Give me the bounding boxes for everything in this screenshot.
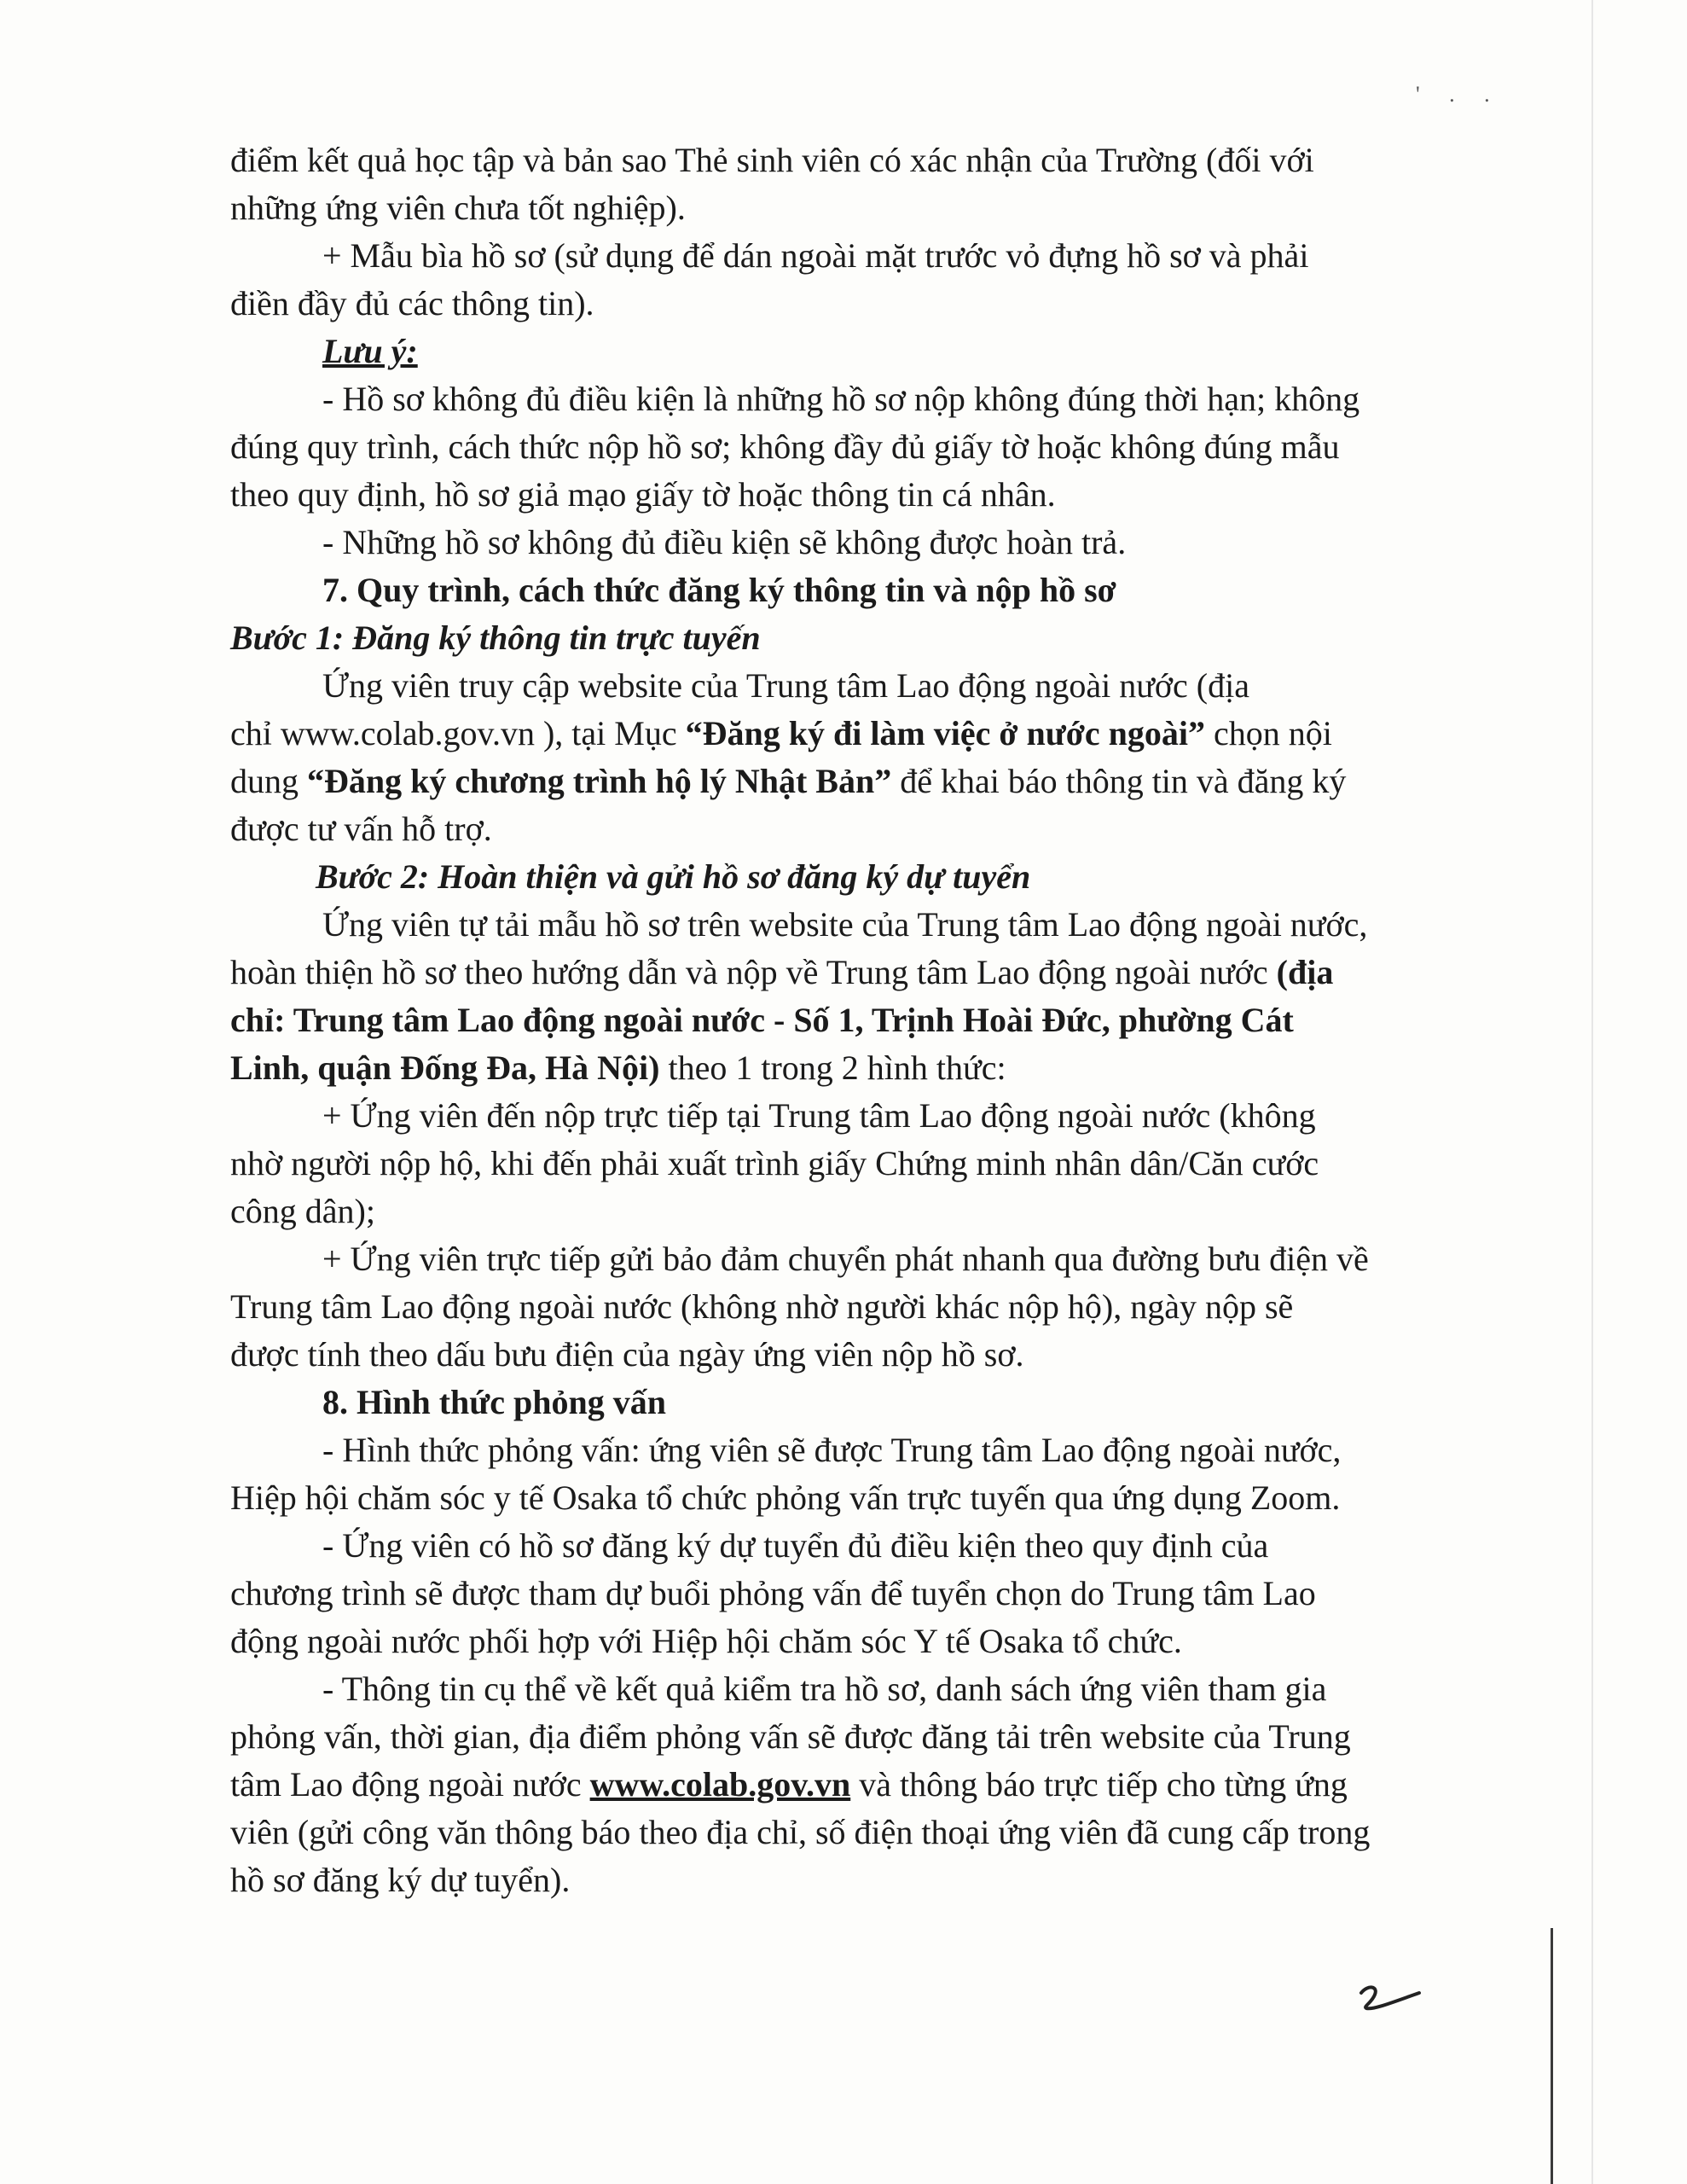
- website-link[interactable]: www.colab.gov.vn: [589, 1765, 851, 1804]
- text-run: hoàn thiện hồ sơ theo hướng dẫn và nộp về Trung tâm Lao động ngoài nước: [230, 953, 1277, 991]
- paragraph-line: + Mẫu bìa hồ sơ (sử dụng để dán ngoài mặt trước vỏ đựng hồ sơ và phải: [322, 236, 1309, 275]
- paragraph-line: [230, 1044, 1424, 1092]
- section-heading-7: 7. Quy trình, cách thức đăng ký thông tin và nộp hồ sơ: [322, 571, 1116, 609]
- emphasis-text: chỉ: Trung tâm Lao động ngoài nước - Số 1, Trịnh Hoài Đức, phường Cát: [230, 1001, 1294, 1039]
- text-run: theo 1 trong 2 hình thức:: [659, 1048, 1006, 1087]
- scan-marks: ' . .: [1416, 82, 1502, 107]
- paragraph-line: + Ứng viên đến nộp trực tiếp tại Trung tâm Lao động ngoài nước (không: [322, 1096, 1316, 1135]
- paragraph-line: [230, 758, 1424, 805]
- text-run: chọn nội: [1205, 714, 1332, 752]
- text-run: chỉ www.colab.gov.vn ), tại Mục: [230, 714, 686, 752]
- paragraph-line: - Hình thức phỏng vấn: ứng viên sẽ được Trung tâm Lao động ngoài nước,: [322, 1431, 1342, 1469]
- paragraph-line: - Thông tin cụ thể về kết quả kiểm tra hồ sơ, danh sách ứng viên tham gia: [322, 1670, 1327, 1708]
- paragraph-line: điểm kết quả học tập và bản sao Thẻ sinh viên có xác nhận của Trường (đối với: [230, 141, 1314, 179]
- text-run: tâm Lao động ngoài nước: [230, 1765, 590, 1804]
- paragraph-line: Ứng viên truy cập website của Trung tâm Lao động ngoài nước (địa: [322, 666, 1249, 705]
- paragraph-line: viên (gửi công văn thông báo theo địa chỉ, số điện thoại ứng viên đã cung cấp trong: [230, 1813, 1371, 1851]
- paragraph-line: [230, 996, 1424, 1044]
- paragraph-line: công dân);: [230, 1192, 375, 1230]
- margin-line: [1551, 1928, 1553, 2184]
- paragraph-line: đúng quy trình, cách thức nộp hồ sơ; không đầy đủ giấy tờ hoặc không đúng mẫu: [230, 427, 1340, 466]
- section-heading-8: 8. Hình thức phỏng vấn: [322, 1383, 667, 1421]
- paragraph-line: Trung tâm Lao động ngoài nước (không nhờ người khác nộp hộ), ngày nộp sẽ: [230, 1287, 1294, 1326]
- text-run: và thông báo trực tiếp cho từng ứng: [850, 1765, 1348, 1804]
- paragraph-line: phỏng vấn, thời gian, địa điểm phỏng vấn sẽ được đăng tải trên website của Trung: [230, 1717, 1351, 1756]
- emphasis-text: Linh, quận Đống Đa, Hà Nội): [230, 1048, 660, 1087]
- paragraph-line: điền đầy đủ các thông tin).: [230, 284, 594, 322]
- scan-edge: [1591, 0, 1593, 2184]
- paragraph-line: động ngoài nước phối hợp với Hiệp hội chăm sóc Y tế Osaka tổ chức.: [230, 1622, 1182, 1660]
- paragraph-line: - Hồ sơ không đủ điều kiện là những hồ sơ nộp không đúng thời hạn; không: [322, 380, 1360, 418]
- document-body: [230, 136, 1424, 1904]
- emphasis-text: (địa: [1276, 953, 1334, 991]
- paragraph-line: những ứng viên chưa tốt nghiệp).: [230, 189, 686, 227]
- paragraph-line: nhờ người nộp hộ, khi đến phải xuất trình giấy Chứng minh nhân dân/Căn cước: [230, 1144, 1319, 1182]
- note-label: Lưu ý:: [322, 332, 418, 370]
- paragraph-line: - Ứng viên có hồ sơ đăng ký dự tuyển đủ điều kiện theo quy định của: [322, 1526, 1269, 1565]
- paragraph-line: [230, 1761, 1424, 1809]
- handwritten-initial: [1356, 1981, 1424, 2015]
- text-run: để khai báo thông tin và đăng ký: [891, 762, 1347, 800]
- emphasis-text: “Đăng ký đi làm việc ở nước ngoài”: [685, 714, 1206, 752]
- paragraph-line: hồ sơ đăng ký dự tuyển).: [230, 1861, 571, 1899]
- step-2-heading: Bước 2: Hoàn thiện và gửi hồ sơ đăng ký dự tuyển: [316, 857, 1031, 896]
- paragraph-line: theo quy định, hồ sơ giả mạo giấy tờ hoặc thông tin cá nhân.: [230, 475, 1056, 514]
- paragraph-line: + Ứng viên trực tiếp gửi bảo đảm chuyển phát nhanh qua đường bưu điện về: [322, 1240, 1369, 1278]
- paragraph-line: được tính theo dấu bưu điện của ngày ứng viên nộp hồ sơ.: [230, 1335, 1024, 1374]
- paragraph-line: chương trình sẽ được tham dự buổi phỏng vấn để tuyển chọn do Trung tâm Lao: [230, 1574, 1316, 1612]
- paragraph-line: [230, 710, 1424, 758]
- text-run: dung: [230, 762, 307, 800]
- paragraph-line: được tư vấn hỗ trợ.: [230, 810, 492, 848]
- paragraph-line: Hiệp hội chăm sóc y tế Osaka tổ chức phỏng vấn trực tuyến qua ứng dụng Zoom.: [230, 1478, 1341, 1517]
- emphasis-text: “Đăng ký chương trình hộ lý Nhật Bản”: [307, 762, 892, 800]
- step-1-heading: Bước 1: Đăng ký thông tin trực tuyến: [230, 619, 761, 657]
- paragraph-line: - Những hồ sơ không đủ điều kiện sẽ không được hoàn trả.: [322, 523, 1127, 561]
- paragraph-line: Ứng viên tự tải mẫu hồ sơ trên website của Trung tâm Lao động ngoài nước,: [322, 905, 1368, 944]
- paragraph-line: [230, 949, 1424, 996]
